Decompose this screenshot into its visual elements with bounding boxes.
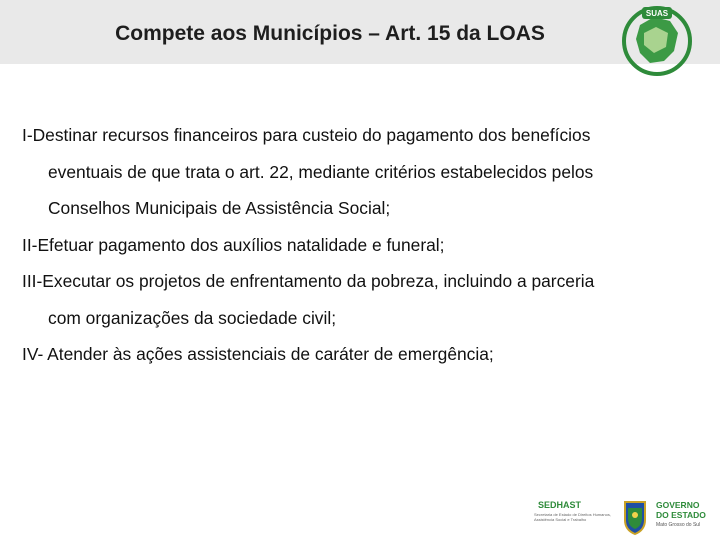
item-line: Conselhos Municipais de Assistência Social;: [48, 198, 391, 218]
suas-logo-text: SUAS: [645, 9, 669, 18]
gov-line1: GOVERNO: [656, 500, 700, 510]
gov-line2: DO ESTADO: [656, 510, 706, 520]
list-item: [22, 227, 702, 264]
item-line: IV- Atender às ações assistenciais de caráter de emergência;: [22, 344, 494, 364]
suas-logo: [620, 3, 694, 79]
coat-of-arms-icon: [620, 498, 650, 536]
item-line: II-Efetuar pagamento dos auxílios natalidade e funeral;: [22, 234, 445, 255]
list-item: [22, 263, 702, 336]
sedhast-subtitle: Secretaria de Estado de Direitos Humanos, Assistência Social e Trabalho: [534, 512, 611, 522]
item-line: com organizações da sociedade civil;: [48, 307, 337, 328]
item-line: III-Executar os projetos de enfrentamento da pobreza, incluindo a parceria: [22, 271, 595, 291]
government-logo: [656, 500, 706, 520]
slide-title: Compete aos Municípios – Art. 15 da LOAS: [115, 22, 545, 45]
list-item: [22, 336, 702, 373]
sedhast-title: SEDHAST: [538, 500, 582, 510]
list-item: [22, 117, 702, 227]
footer-logos: [534, 498, 714, 536]
item-line: eventuais de que trata o art. 22, mediante critérios estabelecidos pelos: [48, 161, 594, 182]
content-list: [22, 117, 702, 373]
item-line: I-Destinar recursos financeiros para custeio do pagamento dos benefícios: [22, 125, 591, 145]
sedhast-logo: [534, 498, 614, 536]
gov-subtitle: Mato Grosso do Sul: [656, 522, 701, 528]
